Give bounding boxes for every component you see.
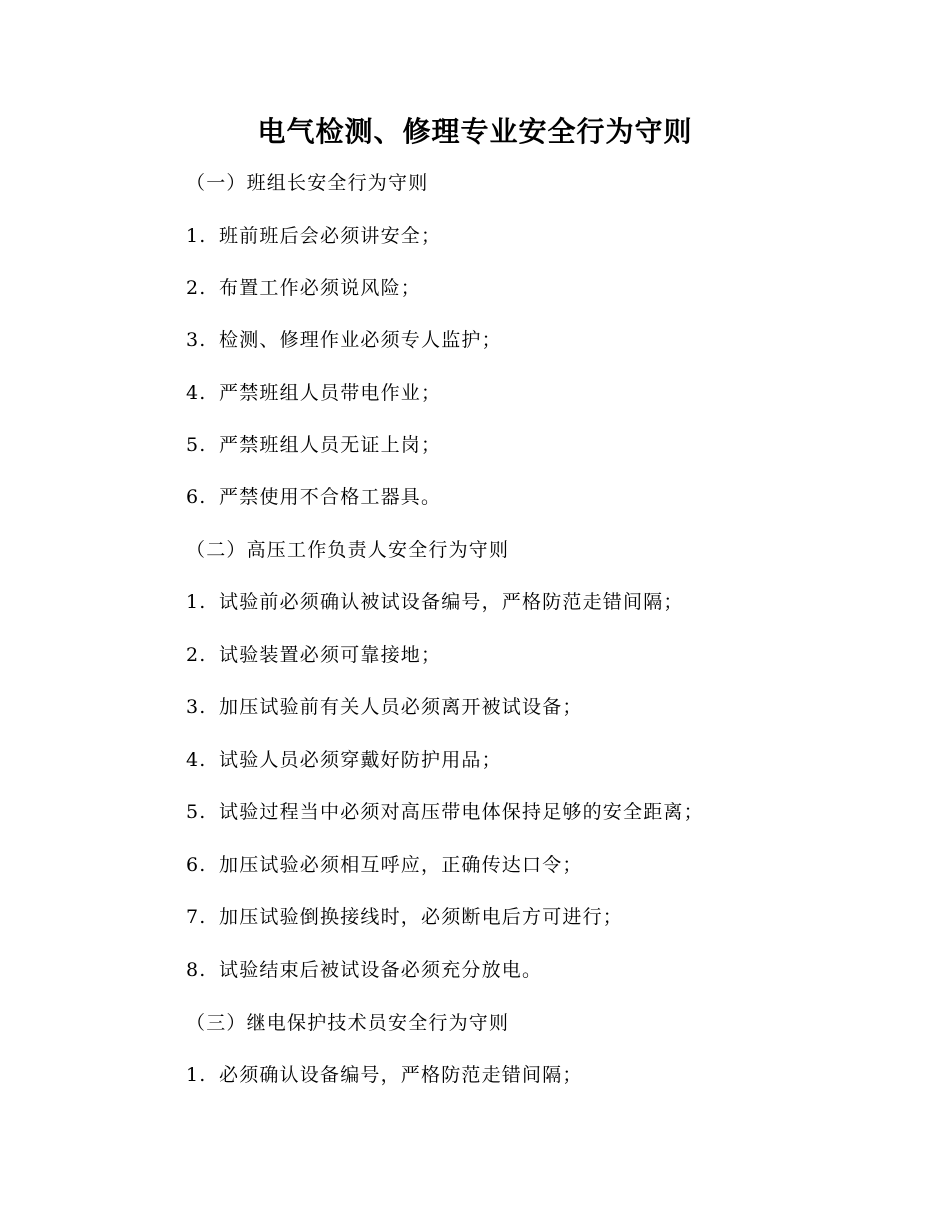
- item-number: 1.: [186, 591, 207, 613]
- item-text: 必须确认设备编号，严格防范走错间隔；: [219, 1064, 583, 1086]
- item-number: 7.: [186, 906, 207, 928]
- list-item: [186, 222, 441, 250]
- item-text: 试验装置必须可靠接地；: [219, 644, 442, 666]
- list-item: [186, 588, 684, 616]
- list-item: [186, 379, 441, 407]
- list-item: [186, 274, 421, 302]
- item-text: 严禁班组人员带电作业；: [219, 382, 442, 404]
- item-number: 3.: [186, 329, 207, 351]
- item-text: 试验过程当中必须对高压带电体保持足够的安全距离；: [219, 801, 704, 823]
- section-heading: （三）继电保护技术员安全行为守则: [186, 1012, 510, 1034]
- document-title: 电气检测、修理专业安全行为守则: [257, 115, 693, 148]
- item-number: 6.: [186, 854, 207, 876]
- item-number: 5.: [186, 434, 207, 456]
- item-text: 严禁班组人员无证上岗；: [219, 434, 442, 456]
- list-item: [186, 641, 441, 669]
- item-text: 严禁使用不合格工器具。: [219, 486, 442, 508]
- item-text: 加压试验前有关人员必须离开被试设备；: [219, 696, 583, 718]
- list-item: [186, 903, 623, 931]
- list-item: [186, 1061, 583, 1089]
- item-text: 试验前必须确认被试设备编号，严格防范走错间隔；: [219, 591, 684, 613]
- list-item: [186, 746, 502, 774]
- item-text: 布置工作必须说风险；: [219, 277, 422, 299]
- item-number: 4.: [186, 382, 207, 404]
- item-text: 试验人员必须穿戴好防护用品；: [219, 749, 502, 771]
- item-number: 2.: [186, 277, 207, 299]
- item-text: 加压试验倒换接线时，必须断电后方可进行；: [219, 906, 624, 928]
- item-number: 1.: [186, 1064, 207, 1086]
- list-item: [186, 693, 583, 721]
- item-text: 加压试验必须相互呼应，正确传达口令；: [219, 854, 583, 876]
- list-item: [186, 956, 542, 984]
- item-text: 班前班后会必须讲安全；: [219, 225, 442, 247]
- item-number: 2.: [186, 644, 207, 666]
- item-number: 5.: [186, 801, 207, 823]
- item-number: 3.: [186, 696, 207, 718]
- section-heading: （二）高压工作负责人安全行为守则: [186, 539, 510, 561]
- list-item: [186, 798, 704, 826]
- list-item: [186, 431, 441, 459]
- item-number: 6.: [186, 486, 207, 508]
- list-item: [186, 851, 583, 879]
- item-text: 检测、修理作业必须专人监护；: [219, 329, 502, 351]
- list-item: [186, 326, 502, 354]
- section-heading: （一）班组长安全行为守则: [186, 172, 429, 194]
- item-number: 1.: [186, 225, 207, 247]
- list-item: [186, 483, 441, 511]
- item-number: 4.: [186, 749, 207, 771]
- item-text: 试验结束后被试设备必须充分放电。: [219, 959, 543, 981]
- item-number: 8.: [186, 959, 207, 981]
